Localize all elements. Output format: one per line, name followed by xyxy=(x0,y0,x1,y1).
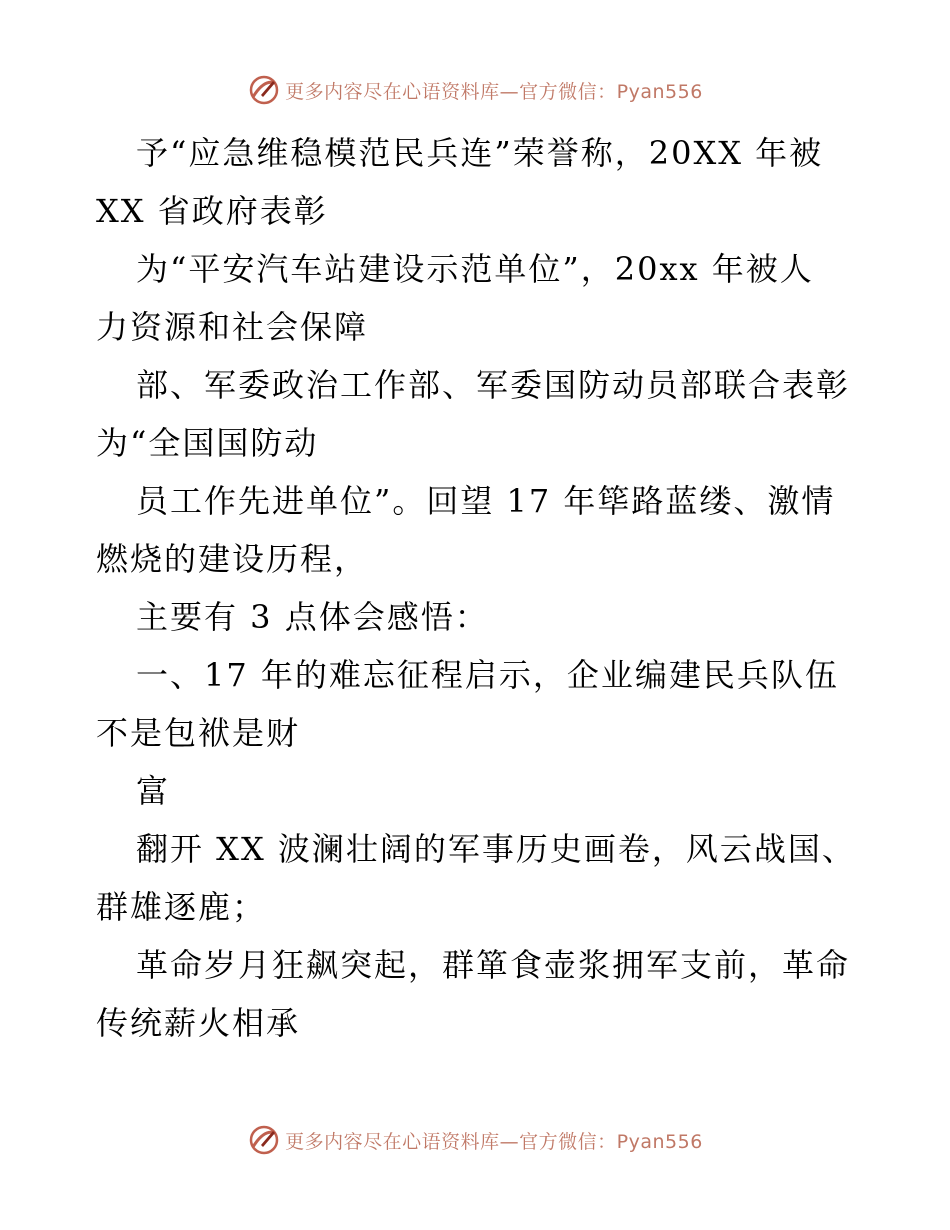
text-line: 翻开 XX 波澜壮阔的军事历史画卷，风云战国、 xyxy=(136,830,856,868)
header-banner xyxy=(0,70,950,110)
text-line: XX 省政府表彰 xyxy=(96,192,328,230)
text-line: 力资源和社会保障 xyxy=(96,308,369,346)
text-line: 为“全国国防动 xyxy=(96,424,319,462)
text-line: 部、军委政治工作部、军委国防动员部联合表彰 xyxy=(136,366,851,404)
text-line: 员工作先进单位”。回望 17 年筚路蓝缕、激情 xyxy=(136,482,836,520)
text-line: 群雄逐鹿； xyxy=(96,888,267,926)
header-text: 更多内容尽在心语资料库—官方微信：Pyan556 xyxy=(285,80,703,103)
footer-banner xyxy=(0,1120,950,1160)
text-line: 一、17 年的难忘征程启示，企业编建民兵队伍 xyxy=(136,656,839,694)
text-line: 燃烧的建设历程， xyxy=(96,540,369,578)
text-line: 不是包袱是财 xyxy=(96,714,301,752)
text-line: 予“应急维稳模范民兵连”荣誉称，20XX 年被 xyxy=(136,134,824,172)
text-line: 传统薪火相承 xyxy=(96,1004,301,1042)
text-line: 革命岁月狂飙突起，群箪食壶浆拥军支前，革命 xyxy=(136,946,851,984)
text-line: 为“平安汽车站建设示范单位”，20xx 年被人 xyxy=(136,250,814,288)
footer-text: 更多内容尽在心语资料库—官方微信：Pyan556 xyxy=(285,1130,703,1153)
document-body xyxy=(96,124,856,1052)
pen-circle-logo-icon xyxy=(247,1123,281,1157)
pen-circle-logo-icon xyxy=(247,73,281,107)
text-line: 主要有 3 点体会感悟： xyxy=(136,598,489,636)
text-line: 富 xyxy=(136,772,171,810)
